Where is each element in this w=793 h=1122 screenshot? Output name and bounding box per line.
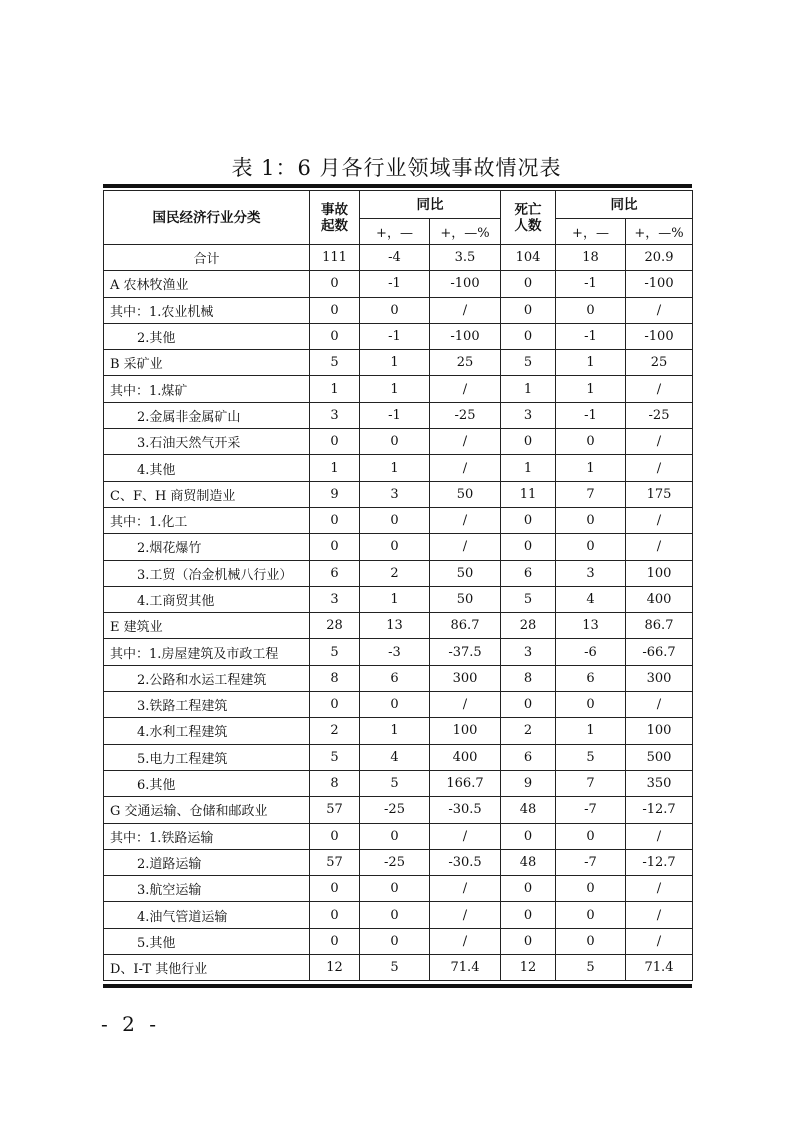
table-row (104, 665, 693, 691)
death-pct-cell: 350 (626, 770, 693, 796)
accident-count-cell: 0 (310, 928, 360, 954)
table-row (104, 718, 693, 744)
death-diff-cell: 7 (556, 770, 626, 796)
accident-count-cell: 0 (310, 534, 360, 560)
accident-diff-cell: 3 (360, 481, 430, 507)
accident-diff-cell: 1 (360, 350, 430, 376)
header-accidents-pct: +，—% (430, 219, 501, 245)
death-diff-cell: 0 (556, 692, 626, 718)
death-pct-cell: 25 (626, 350, 693, 376)
table-row (104, 692, 693, 718)
death-pct-cell: / (626, 876, 693, 902)
death-pct-cell: -25 (626, 402, 693, 428)
accident-diff-cell: -1 (360, 402, 430, 428)
accident-diff-cell: 1 (360, 376, 430, 402)
accident-count-cell: 0 (310, 902, 360, 928)
accident-diff-cell: 4 (360, 744, 430, 770)
death-pct-cell: 86.7 (626, 613, 693, 639)
death-diff-cell: 1 (556, 718, 626, 744)
death-pct-cell: / (626, 455, 693, 481)
accident-pct-cell: / (430, 297, 501, 323)
accident-count-cell: 0 (310, 323, 360, 349)
accident-pct-cell: / (430, 902, 501, 928)
death-count-cell: 2 (501, 718, 556, 744)
table-row (104, 297, 693, 323)
table-top-rule (103, 184, 692, 188)
death-pct-cell: / (626, 507, 693, 533)
accident-pct-cell: / (430, 507, 501, 533)
header-deaths-pct: +，—% (626, 219, 693, 245)
accident-count-cell: 3 (310, 586, 360, 612)
category-cell: 2.公路和水运工程建筑 (104, 665, 310, 691)
category-cell: 合计 (104, 245, 310, 271)
death-count-cell: 28 (501, 613, 556, 639)
accident-pct-cell: -30.5 (430, 797, 501, 823)
accident-pct-cell: 50 (430, 560, 501, 586)
category-cell: G 交通运输、仓储和邮政业 (104, 797, 310, 823)
table-row (104, 455, 693, 481)
category-cell: 2.金属非金属矿山 (104, 402, 310, 428)
death-count-cell: 1 (501, 376, 556, 402)
death-pct-cell: -100 (626, 271, 693, 297)
death-count-cell: 0 (501, 297, 556, 323)
accident-pct-cell: 71.4 (430, 955, 501, 981)
accident-pct-cell: 3.5 (430, 245, 501, 271)
category-cell: 5.其他 (104, 928, 310, 954)
category-cell: 4.油气管道运输 (104, 902, 310, 928)
accident-pct-cell: 25 (430, 350, 501, 376)
accident-pct-cell: 86.7 (430, 613, 501, 639)
accident-count-cell: 0 (310, 507, 360, 533)
death-pct-cell: -66.7 (626, 639, 693, 665)
death-diff-cell: -7 (556, 849, 626, 875)
category-cell: 3.工贸（冶金机械八行业） (104, 560, 310, 586)
death-diff-cell: 1 (556, 350, 626, 376)
death-pct-cell: 300 (626, 665, 693, 691)
death-diff-cell: 0 (556, 928, 626, 954)
header-deaths-yoy: 同比 (556, 191, 693, 219)
death-count-cell: 0 (501, 507, 556, 533)
death-count-cell: 0 (501, 534, 556, 560)
table-body (104, 245, 693, 981)
header-deaths (501, 191, 556, 245)
accident-count-cell: 9 (310, 481, 360, 507)
accident-pct-cell: 50 (430, 481, 501, 507)
accident-diff-cell: -1 (360, 271, 430, 297)
death-count-cell: 3 (501, 402, 556, 428)
accident-count-cell: 0 (310, 271, 360, 297)
accident-count-cell: 0 (310, 692, 360, 718)
death-count-cell: 9 (501, 770, 556, 796)
header-accidents-label: 事故起数 (321, 201, 348, 234)
death-count-cell: 1 (501, 455, 556, 481)
header-accidents-yoy: 同比 (360, 191, 501, 219)
death-count-cell: 0 (501, 692, 556, 718)
death-count-cell: 48 (501, 797, 556, 823)
category-cell: E 建筑业 (104, 613, 310, 639)
table-row (104, 481, 693, 507)
accident-diff-cell: 0 (360, 928, 430, 954)
death-pct-cell: / (626, 823, 693, 849)
death-count-cell: 6 (501, 560, 556, 586)
accident-pct-cell: / (430, 876, 501, 902)
accident-diff-cell: 1 (360, 586, 430, 612)
category-cell: 其中：1.煤矿 (104, 376, 310, 402)
accident-diff-cell: -25 (360, 849, 430, 875)
accident-diff-cell: -3 (360, 639, 430, 665)
category-cell: D、I-T 其他行业 (104, 955, 310, 981)
accident-table (103, 190, 693, 981)
accident-diff-cell: 5 (360, 770, 430, 796)
header-category: 国民经济行业分类 (104, 191, 310, 245)
death-diff-cell: 0 (556, 297, 626, 323)
accident-pct-cell: / (430, 928, 501, 954)
category-cell: B 采矿业 (104, 350, 310, 376)
accident-diff-cell: 6 (360, 665, 430, 691)
death-diff-cell: 3 (556, 560, 626, 586)
accident-diff-cell: 1 (360, 455, 430, 481)
accident-count-cell: 57 (310, 849, 360, 875)
accident-count-cell: 1 (310, 376, 360, 402)
death-count-cell: 104 (501, 245, 556, 271)
accident-count-cell: 0 (310, 429, 360, 455)
accident-pct-cell: -100 (430, 323, 501, 349)
death-count-cell: 0 (501, 876, 556, 902)
accident-diff-cell: 5 (360, 955, 430, 981)
category-cell: 3.航空运输 (104, 876, 310, 902)
accident-diff-cell: -4 (360, 245, 430, 271)
accident-count-cell: 0 (310, 876, 360, 902)
accident-pct-cell: / (430, 692, 501, 718)
death-pct-cell: -12.7 (626, 849, 693, 875)
accident-count-cell: 5 (310, 744, 360, 770)
table-bottom-rule (103, 984, 692, 988)
death-pct-cell: / (626, 928, 693, 954)
death-diff-cell: 13 (556, 613, 626, 639)
accident-diff-cell: 0 (360, 876, 430, 902)
header-deaths-label: 死亡人数 (514, 201, 542, 234)
accident-pct-cell: 400 (430, 744, 501, 770)
category-cell: 6.其他 (104, 770, 310, 796)
accident-count-cell: 57 (310, 797, 360, 823)
accident-pct-cell: 300 (430, 665, 501, 691)
death-pct-cell: 71.4 (626, 955, 693, 981)
accident-diff-cell: 0 (360, 534, 430, 560)
accident-pct-cell: / (430, 534, 501, 560)
death-pct-cell: / (626, 902, 693, 928)
table-row (104, 876, 693, 902)
accident-pct-cell: -30.5 (430, 849, 501, 875)
category-cell: 2.其他 (104, 323, 310, 349)
death-diff-cell: -1 (556, 323, 626, 349)
death-count-cell: 0 (501, 902, 556, 928)
death-diff-cell: 5 (556, 744, 626, 770)
accident-pct-cell: / (430, 823, 501, 849)
death-count-cell: 3 (501, 639, 556, 665)
accident-diff-cell: 13 (360, 613, 430, 639)
category-cell: 其中：1.农业机械 (104, 297, 310, 323)
death-diff-cell: -1 (556, 271, 626, 297)
table-row (104, 350, 693, 376)
death-diff-cell: 0 (556, 876, 626, 902)
table-row (104, 586, 693, 612)
accident-count-cell: 28 (310, 613, 360, 639)
table-row (104, 849, 693, 875)
table-row (104, 770, 693, 796)
death-count-cell: 11 (501, 481, 556, 507)
table-row (104, 429, 693, 455)
death-count-cell: 12 (501, 955, 556, 981)
accident-pct-cell: 100 (430, 718, 501, 744)
table-title: 表 1：6 月各行业领域事故情况表 (231, 156, 562, 180)
category-cell: 5.电力工程建筑 (104, 744, 310, 770)
accident-diff-cell: -1 (360, 323, 430, 349)
table-row (104, 507, 693, 533)
table-row (104, 744, 693, 770)
death-diff-cell: 0 (556, 534, 626, 560)
header-accidents-diff: +，— (360, 219, 430, 245)
accident-diff-cell: 0 (360, 429, 430, 455)
accident-pct-cell: -100 (430, 271, 501, 297)
table-row (104, 245, 693, 271)
accident-diff-cell: 2 (360, 560, 430, 586)
death-diff-cell: 18 (556, 245, 626, 271)
category-cell: C、F、H 商贸制造业 (104, 481, 310, 507)
death-diff-cell: 0 (556, 507, 626, 533)
accident-diff-cell: 0 (360, 507, 430, 533)
death-diff-cell: 1 (556, 376, 626, 402)
death-diff-cell: -6 (556, 639, 626, 665)
accident-count-cell: 2 (310, 718, 360, 744)
death-pct-cell: / (626, 692, 693, 718)
death-count-cell: 8 (501, 665, 556, 691)
accident-count-cell: 111 (310, 245, 360, 271)
accident-count-cell: 3 (310, 402, 360, 428)
table-row (104, 797, 693, 823)
accident-count-cell: 0 (310, 823, 360, 849)
page-number: - 2 - (101, 1012, 160, 1036)
death-pct-cell: 500 (626, 744, 693, 770)
category-cell: 3.铁路工程建筑 (104, 692, 310, 718)
death-pct-cell: -100 (626, 323, 693, 349)
death-count-cell: 0 (501, 271, 556, 297)
table-row (104, 823, 693, 849)
accident-count-cell: 5 (310, 350, 360, 376)
table-row (104, 613, 693, 639)
category-cell: 2.道路运输 (104, 849, 310, 875)
accident-diff-cell: 0 (360, 902, 430, 928)
death-diff-cell: 0 (556, 902, 626, 928)
death-count-cell: 48 (501, 849, 556, 875)
table-row (104, 955, 693, 981)
death-pct-cell: -12.7 (626, 797, 693, 823)
accident-diff-cell: -25 (360, 797, 430, 823)
death-diff-cell: -7 (556, 797, 626, 823)
death-count-cell: 0 (501, 323, 556, 349)
accident-pct-cell: 166.7 (430, 770, 501, 796)
accident-count-cell: 1 (310, 455, 360, 481)
accident-count-cell: 5 (310, 639, 360, 665)
death-pct-cell: 100 (626, 560, 693, 586)
death-count-cell: 0 (501, 928, 556, 954)
table-row (104, 928, 693, 954)
category-cell: 其中：1.房屋建筑及市政工程 (104, 639, 310, 665)
death-diff-cell: 0 (556, 823, 626, 849)
death-count-cell: 6 (501, 744, 556, 770)
death-diff-cell: 4 (556, 586, 626, 612)
table-row (104, 639, 693, 665)
accident-diff-cell: 0 (360, 823, 430, 849)
death-count-cell: 0 (501, 823, 556, 849)
accident-count-cell: 6 (310, 560, 360, 586)
category-cell: 其中：1.化工 (104, 507, 310, 533)
accident-pct-cell: / (430, 455, 501, 481)
death-pct-cell: 400 (626, 586, 693, 612)
death-count-cell: 5 (501, 350, 556, 376)
death-diff-cell: 6 (556, 665, 626, 691)
accident-diff-cell: 1 (360, 718, 430, 744)
death-diff-cell: 0 (556, 429, 626, 455)
table-row (104, 323, 693, 349)
death-diff-cell: 1 (556, 455, 626, 481)
category-cell: 其中：1.铁路运输 (104, 823, 310, 849)
header-deaths-diff: +，— (556, 219, 626, 245)
category-cell: A 农林牧渔业 (104, 271, 310, 297)
death-pct-cell: / (626, 297, 693, 323)
accident-pct-cell: -25 (430, 402, 501, 428)
death-diff-cell: 5 (556, 955, 626, 981)
accident-pct-cell: 50 (430, 586, 501, 612)
table-row (104, 902, 693, 928)
death-pct-cell: 175 (626, 481, 693, 507)
death-pct-cell: / (626, 429, 693, 455)
category-cell: 4.水利工程建筑 (104, 718, 310, 744)
death-pct-cell: / (626, 376, 693, 402)
death-pct-cell: 20.9 (626, 245, 693, 271)
accident-count-cell: 12 (310, 955, 360, 981)
table-row (104, 534, 693, 560)
accident-count-cell: 8 (310, 665, 360, 691)
accident-pct-cell: -37.5 (430, 639, 501, 665)
accident-diff-cell: 0 (360, 297, 430, 323)
accident-pct-cell: / (430, 429, 501, 455)
death-count-cell: 5 (501, 586, 556, 612)
accident-count-cell: 8 (310, 770, 360, 796)
death-pct-cell: 100 (626, 718, 693, 744)
death-diff-cell: 7 (556, 481, 626, 507)
category-cell: 2.烟花爆竹 (104, 534, 310, 560)
death-pct-cell: / (626, 534, 693, 560)
death-count-cell: 0 (501, 429, 556, 455)
table-row (104, 402, 693, 428)
table-row (104, 271, 693, 297)
accident-diff-cell: 0 (360, 692, 430, 718)
category-cell: 4.其他 (104, 455, 310, 481)
death-diff-cell: -1 (556, 402, 626, 428)
table-row (104, 376, 693, 402)
category-cell: 4.工商贸其他 (104, 586, 310, 612)
table-row (104, 560, 693, 586)
accident-pct-cell: / (430, 376, 501, 402)
category-cell: 3.石油天然气开采 (104, 429, 310, 455)
accident-count-cell: 0 (310, 297, 360, 323)
header-accidents (310, 191, 360, 245)
